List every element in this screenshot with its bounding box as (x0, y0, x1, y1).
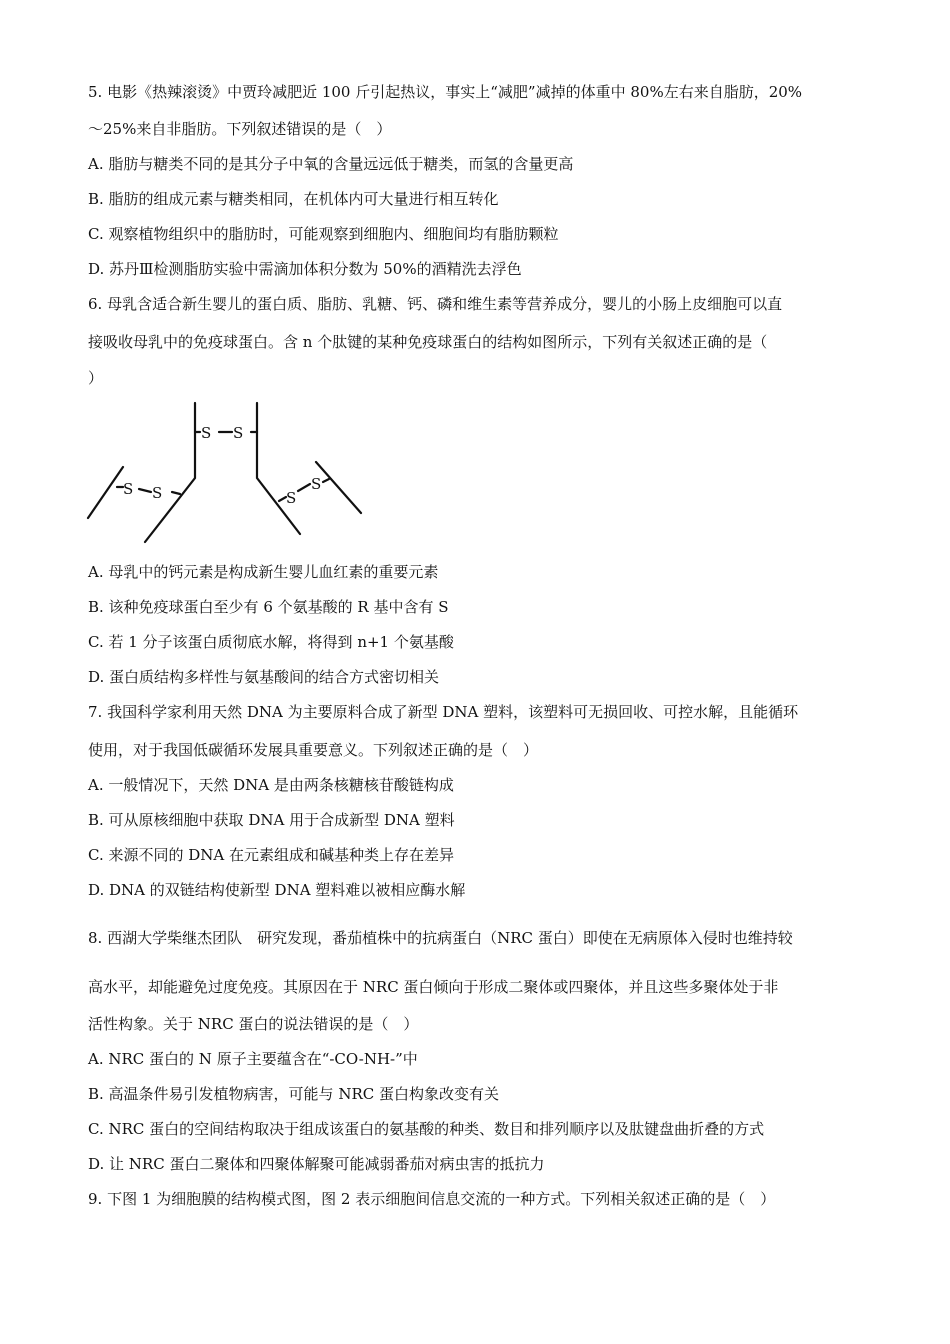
q5-option-a: A. 脂肪与糖类不同的是其分子中氧的含量远远低于糖类，而氢的含量更高 (88, 155, 574, 173)
q7-option-b: B. 可从原核细胞中获取 DNA 用于合成新型 DNA 塑料 (88, 811, 455, 829)
q6-stem-line1: 6. 母乳含适合新生婴儿的蛋白质、脂肪、乳糖、钙、磷和维生素等营养成分，婴儿的小肠上皮细胞可以直 (88, 295, 783, 313)
q5-option-d: D. 苏丹Ⅲ检测脂肪实验中需滴加体积分数为 50%的酒精洗去浮色 (88, 260, 522, 278)
q6-stem-line3: ） (88, 369, 104, 387)
disulfide-bond-right (298, 484, 310, 491)
q7-stem-line1: 7. 我国科学家利用天然 DNA 为主要原料合成了新型 DNA 塑料，该塑料可无损回收、可控水解，且能循环 (88, 703, 799, 721)
q9-stem-line1: 9. 下图 1 为细胞膜的结构模式图，图 2 表示细胞间信息交流的一种方式。下列相关叙述正确的是（ ） (88, 1190, 776, 1208)
sulfur-label-2: S (152, 484, 163, 502)
q8-option-c: C. NRC 蛋白的空间结构取决于组成该蛋白的氨基酸的种类、数目和排列顺序以及肽键盘曲折叠的方式 (88, 1120, 765, 1138)
q6-option-b: B. 该种免疫球蛋白至少有 6 个氨基酸的 R 基中含有 S (88, 598, 449, 616)
q5-stem-line1: 5. 电影《热辣滚烫》中贾玲减肥近 100 斤引起热议，事实上“减肥”减掉的体重中 80%左右来自脂肪，20% (88, 83, 803, 101)
q6-option-a: A. 母乳中的钙元素是构成新生婴儿血红素的重要元素 (88, 563, 439, 581)
q8-stem-line3: 活性构象。关于 NRC 蛋白的说法错误的是（ ） (88, 1015, 419, 1033)
q8-option-a: A. NRC 蛋白的 N 原子主要蕴含在“-CO-NH-”中 (88, 1050, 418, 1068)
left-light-chain (88, 467, 123, 518)
q5-stem-line2: ～25%来自非脂肪。下列叙述错误的是（ ） (88, 120, 392, 138)
sulfur-label-4: S (233, 424, 244, 442)
q7-stem-line2: 使用，对于我国低碳循环发展具重要意义。下列叙述正确的是（ ） (88, 741, 539, 759)
q8-stem-line1: 8. 西湖大学柴继杰团队 研究发现，番茄植株中的抗病蛋白（NRC 蛋白）即使在无病原体入侵时也维持较 (88, 929, 793, 947)
sulfur-label-6: S (311, 475, 322, 493)
q5-option-c: C. 观察植物组织中的脂肪时，可能观察到细胞内、细胞间均有脂肪颗粒 (88, 225, 559, 243)
disulfide-bond-left (139, 489, 151, 492)
q7-option-c: C. 来源不同的 DNA 在元素组成和碱基种类上存在差异 (88, 846, 455, 864)
immunoglobulin-structure-figure (84, 398, 374, 550)
q5-option-b: B. 脂肪的组成元素与糖类相同，在机体内可大量进行相互转化 (88, 190, 499, 208)
sulfur-label-3: S (201, 424, 212, 442)
q7-option-d: D. DNA 的双链结构使新型 DNA 塑料难以被相应酶水解 (88, 881, 466, 899)
q6-stem-line2: 接吸收母乳中的免疫球蛋白。含 n 个肽键的某种免疫球蛋白的结构如图所示，下列有关叙述正确的是（ (88, 333, 768, 351)
q6-option-d: D. 蛋白质结构多样性与氨基酸间的结合方式密切相关 (88, 668, 440, 686)
right-heavy-chain (257, 403, 300, 534)
q6-option-c: C. 若 1 分子该蛋白质彻底水解，将得到 n+1 个氨基酸 (88, 633, 454, 651)
right-light-chain (316, 462, 361, 513)
left-heavy-chain (145, 403, 195, 542)
q8-option-d: D. 让 NRC 蛋白二聚体和四聚体解聚可能减弱番茄对病虫害的抵抗力 (88, 1155, 545, 1173)
sulfur-label-1: S (123, 480, 134, 498)
q8-stem-line2: 高水平，却能避免过度免疫。其原因在于 NRC 蛋白倾向于形成二聚体或四聚体，并且这些多聚体处于非 (88, 978, 779, 996)
q8-option-b: B. 高温条件易引发植物病害，可能与 NRC 蛋白构象改变有关 (88, 1085, 499, 1103)
q7-option-a: A. 一般情况下，天然 DNA 是由两条核糖核苷酸链构成 (88, 776, 454, 794)
sulfur-label-5: S (286, 489, 297, 507)
